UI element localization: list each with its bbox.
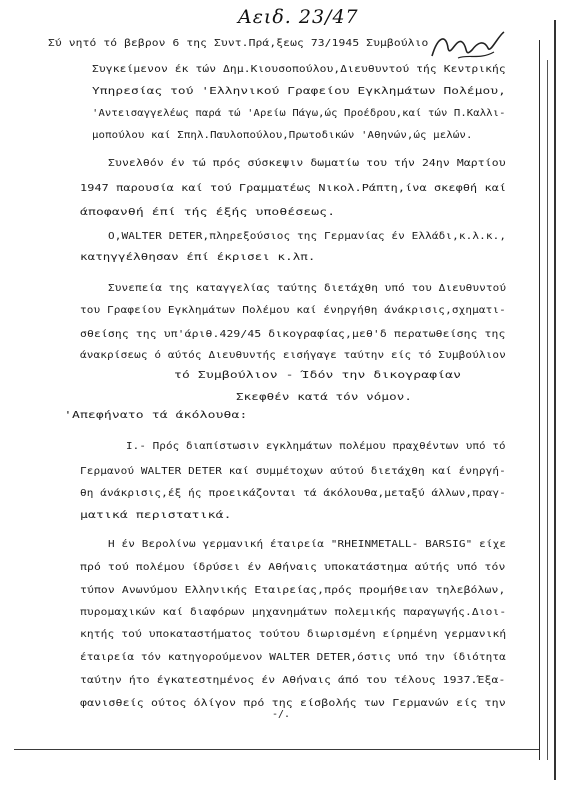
body-line: τύπον Ανωνύμου Ελληνικής Εταιρείας,πρός προμήθειαν τηλεβόλων, bbox=[80, 585, 506, 596]
body-line: Σύ νητό τό βεβρον 6 της Συντ.Πρά,ξεως 73/1945 Συμβούλιο bbox=[48, 38, 429, 49]
body-line: κητής τού υποκαταστήματος τούτου διωρισμένη είρημένη γερμανική bbox=[80, 629, 507, 640]
body-line: άποφανθή έπί τής έξής υποθέσεως. bbox=[80, 207, 336, 218]
body-line: σθείσης της υπ'άριθ.429/45 δικογραφίας,μεθ'δ περατωθείσης της bbox=[80, 329, 506, 340]
signature-mark bbox=[428, 28, 508, 68]
body-line: Συγκείμενον έκ τών Δημ.Κιουσοπούλου,Διευθυντού τής Κεντρικής bbox=[92, 64, 506, 75]
body-line: Συνεπεία της καταγγελίας ταύτης διετάχθη υπό του Διευθυντού bbox=[108, 283, 507, 294]
body-line: Γερμανού WALTER DETER καί συμμέτοχων αύτού διετάχθη καί ένηργή- bbox=[80, 466, 506, 477]
body-line: έταιρεία τόν κατηγορούμενον WALTER DETER,όστις υπό την ίδιότητα bbox=[80, 652, 506, 663]
body-line: φανισθείς ούτος όλίγον πρό της είσβολής των Γερμανών είς την bbox=[80, 698, 506, 709]
body-line: Υπηρεσίας τού 'Ελληνικού Γραφείου Εγκλημάτων Πολέμου, bbox=[92, 86, 506, 97]
scan-border-line bbox=[14, 749, 540, 751]
body-line: Συνελθόν έν τώ πρός σύσκεψιν δωματίω του τήν 24ην Μαρτίου bbox=[108, 158, 506, 169]
handwritten-reference: Αειδ. 23/47 bbox=[238, 6, 359, 28]
body-line: άνακρίσεως ό αύτός Διευθυντής εισήγαγε ταύτην είς τό Συμβούλιον bbox=[80, 350, 506, 361]
body-line: 1947 παρουσία καί τού Γραμματέως Νικολ.Ράπτη,ίνα σκεφθή καί bbox=[80, 183, 507, 194]
body-line: 'Αντεισαγγελέως παρά τώ 'Αρείω Πάγω,ώς Προέδρου,καί τών Π.Καλλι- bbox=[92, 108, 506, 119]
body-line: κατηγγέλθησαν έπί έκρισει κ.λπ. bbox=[80, 252, 316, 263]
body-line: πρό τού πολέμου ίδρύσει έν Αθήναις υποκατάστημα αύτής υπό τόν bbox=[80, 562, 506, 573]
body-line: Ο,WALTER DETER,πληρεξούσιος της Γερμανίας έν Ελλάδι,κ.λ.κ., bbox=[108, 231, 507, 242]
body-line: θη άνάκρισις,έξ ής προεικάζονται τά άκόλουθα,μεταξύ άλλων,πραγ- bbox=[80, 488, 506, 499]
body-line: μοπούλου καί Σπηλ.Παυλοπούλου,Πρωτοδικών 'Αθηνών,ώς μελών. bbox=[92, 130, 473, 141]
body-line: I.- Πρός διαπίστωσιν εγκλημάτων πολέμου πραχθέντων υπό τό bbox=[126, 441, 506, 452]
page-continuation-mark: -/. bbox=[272, 709, 291, 720]
body-line: Σκεφθέν κατά τόν νόμον. bbox=[236, 392, 413, 403]
body-line: πυρομαχικών καί διαφόρων μηχανημάτων πολεμικής παραγωγής.Διοι- bbox=[80, 607, 507, 618]
scan-edge-artifact bbox=[522, 0, 562, 800]
body-line: ματικά περιστατικά. bbox=[80, 510, 232, 521]
body-line: Η έν Βερολίνω γερμανική έταιρεία "RHEINMETALL- BARSIG" είχε bbox=[108, 539, 507, 550]
body-line: τό Συμβούλιον - Ίδόν την δικογραφίαν bbox=[174, 370, 462, 381]
body-line: ταύτην ήτο έγκατεστημένος έν Αθήναις άπό του τέλους 1937.Έξα- bbox=[80, 675, 506, 686]
body-line: 'Απεφήνατο τά άκόλουθα: bbox=[64, 410, 248, 421]
body-line: του Γραφείου Εγκλημάτων Πολέμου καί ένηργήθη άνάκρισις,σχηματι- bbox=[80, 305, 506, 316]
